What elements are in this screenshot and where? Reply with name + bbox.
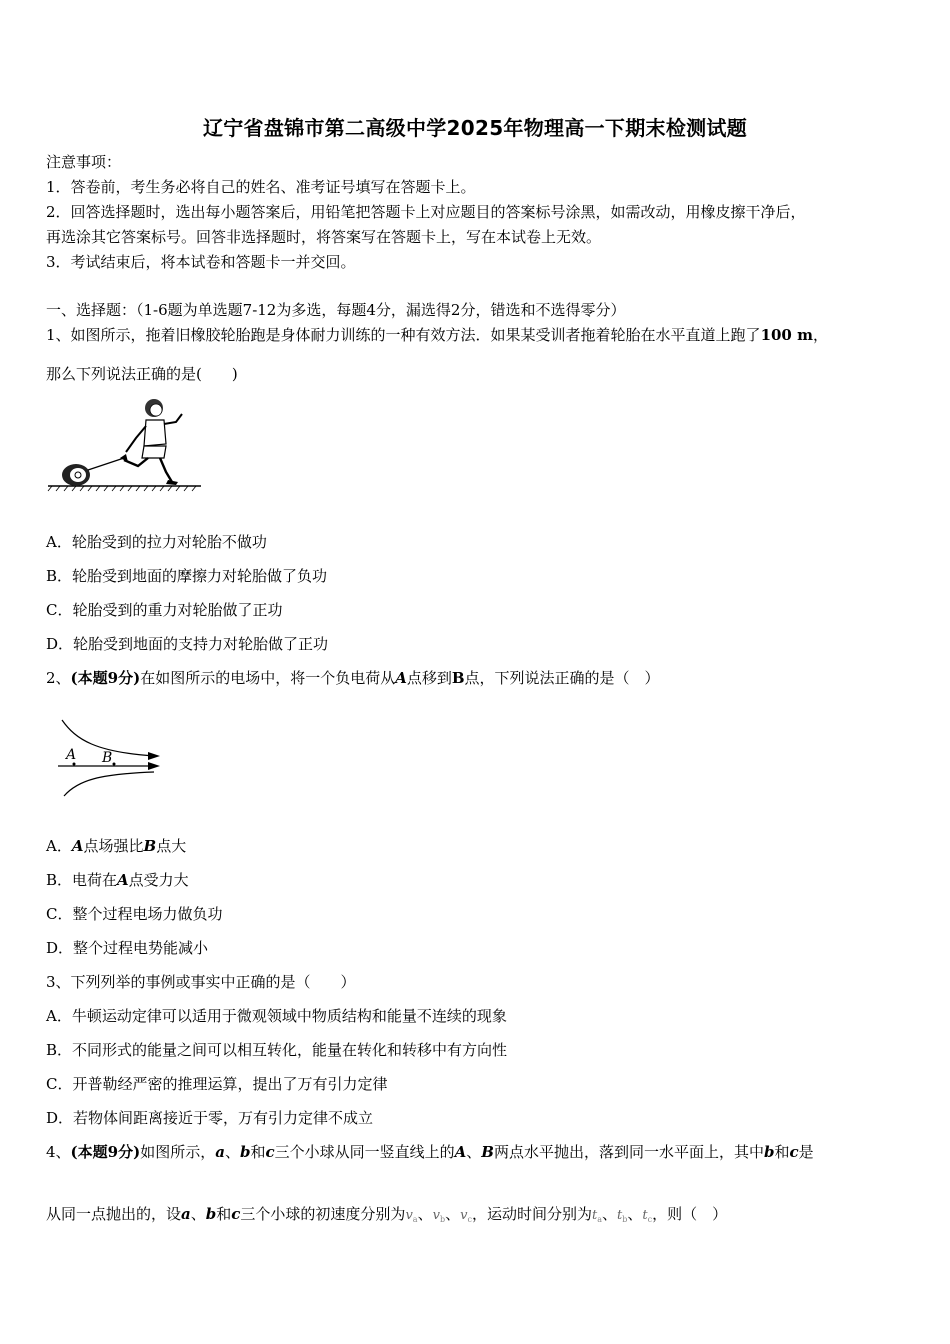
q2-option-c: C．整个过程电场力做负功 [46,905,223,923]
notice-item-2: 2．回答选择题时，选出每小题答案后，用铅笔把答题卡上对应题目的答案标号涂黑，如需改动，用橡皮擦干净后， [46,203,806,221]
q1-option-d: D．轮胎受到地面的支持力对轮胎做了正功 [46,635,329,653]
q4-stem-line1: 4、(本题9分)如图所示，a、b和c三个小球从同一竖直线上的A、B两点水平抛出，落到同一水平面上，其中b和c是 [46,1143,814,1161]
q2-option-b: B．电荷在A点受力大 [46,871,189,889]
q2-option-d: D．整个过程电势能减小 [46,939,209,957]
q4-stem-line2: 从同一点抛出的，设a、b和c三个小球的初速度分别为$v_a$、$v_b$、$v_c$，运动时间分别为$t_a$、$t_b$、$t_c$，则（ ） [46,1205,728,1224]
section-heading: 一、选择题：（1-6题为单选题7-12为多选，每题4分，漏选得2分，错选和不选得零分） [46,301,626,319]
q1-option-a: A．轮胎受到的拉力对轮胎不做功 [46,533,267,551]
field-label-b: B [102,750,113,766]
notice-item-1: 1．答卷前，考生务必将自己的姓名、准考证号填写在答题卡上。 [46,178,476,196]
q3-option-a: A．牛顿运动定律可以适用于微观领域中物质结构和能量不连续的现象 [46,1007,507,1025]
runner-dragging-tire-figure [46,392,206,492]
q3-option-b: B．不同形式的能量之间可以相互转化，能量在转化和转移中有方向性 [46,1041,508,1059]
notice-heading: 注意事项： [46,153,122,171]
q2-option-a: A．A点场强比B点大 [46,837,187,855]
q3-option-d: D．若物体间距离接近于零，万有引力定律不成立 [46,1109,374,1127]
page-title: 辽宁省盘锦市第二高级中学2025年物理高一下期末检测试题 [202,116,748,140]
electric-field-lines-figure [56,718,166,798]
q1-stem-line2: 那么下列说法正确的是( ) [46,365,238,383]
q3-stem: 3、下列列举的事例或事实中正确的是（ ） [46,973,356,991]
q3-option-c: C．开普勒经严密的推理运算，提出了万有引力定律 [46,1075,388,1093]
notice-item-2-cont: 再选涂其它答案标号。回答非选择题时，将答案写在答题卡上，写在本试卷上无效。 [46,228,602,246]
q2-stem: 2、(本题9分)在如图所示的电场中，将一个负电荷从A点移到B点，下列说法正确的是（ ） [46,669,660,687]
q1-stem-line1: 1、如图所示，拖着旧橡胶轮胎跑是身体耐力训练的一种有效方法．如果某受训者拖着轮胎在水平直道上跑了100 m， [46,326,828,344]
q1-option-b: B．轮胎受到地面的摩擦力对轮胎做了负功 [46,567,328,585]
field-label-a: A [66,747,77,763]
q1-option-c: C．轮胎受到的重力对轮胎做了正功 [46,601,283,619]
notice-item-3: 3．考试结束后，将本试卷和答题卡一并交回。 [46,253,356,271]
